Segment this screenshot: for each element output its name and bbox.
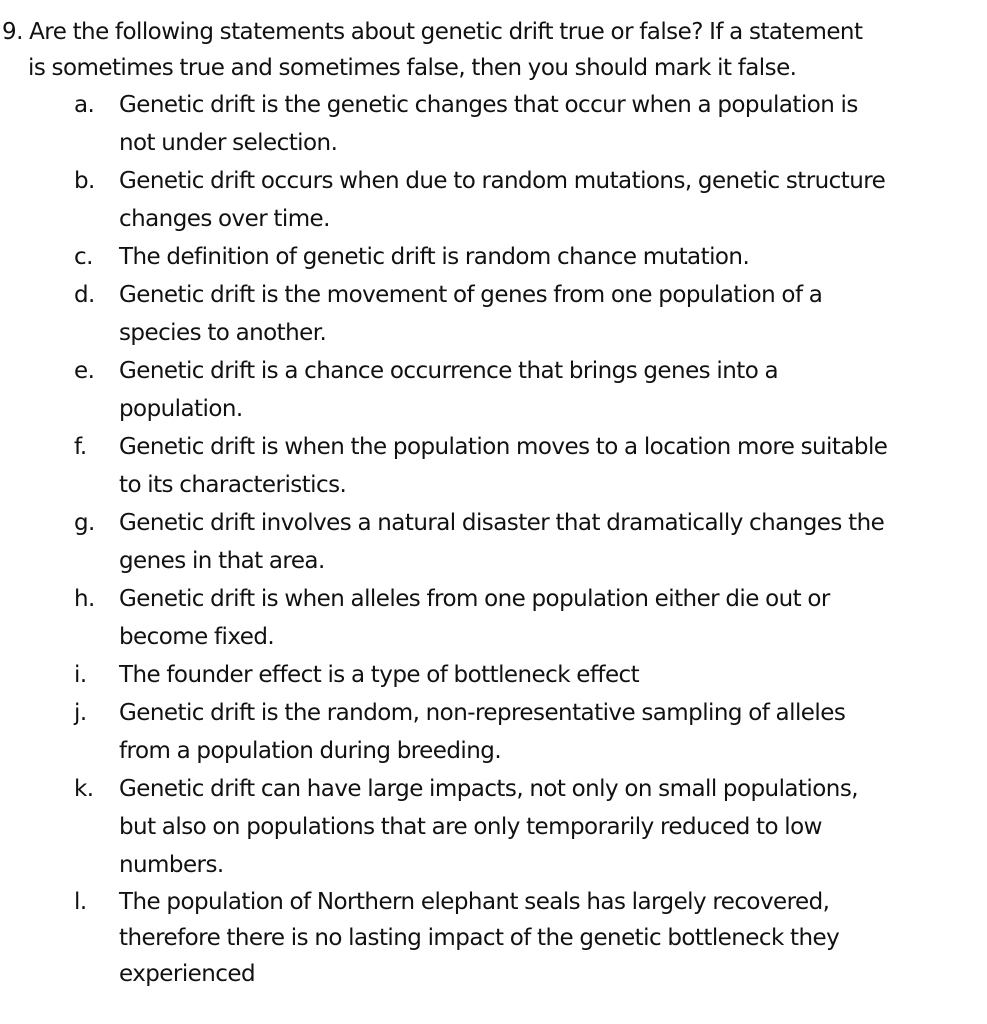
statement-text-line: The population of Northern elephant seals has largely recovered, [119, 889, 830, 915]
statement-marker: i. [74, 662, 87, 688]
statement-marker: g. [74, 510, 95, 536]
statement-text-line: The founder effect is a type of bottleneck effect [119, 662, 640, 688]
statement-l [0, 884, 987, 992]
statement-c [0, 238, 987, 276]
statement-marker: j. [74, 700, 87, 726]
question-text-line-1: Are the following statements about genetic drift true or false? If a statement [29, 19, 863, 45]
statement-marker: a. [74, 92, 95, 118]
statement-text-line: but also on populations that are only temporarily reduced to low [119, 814, 822, 840]
statement-text-line: become fixed. [119, 624, 275, 650]
statement-marker: h. [74, 586, 95, 612]
statement-text-line: genes in that area. [119, 548, 325, 574]
statement-d [0, 276, 987, 352]
statement-marker: f. [74, 434, 87, 460]
question-prompt [2, 14, 977, 86]
statement-text-line: Genetic drift occurs when due to random mutations, genetic structure [119, 168, 886, 194]
statement-marker: c. [74, 244, 93, 270]
statement-text-line: changes over time. [119, 206, 330, 232]
statement-text-line: therefore there is no lasting impact of the genetic bottleneck they [119, 925, 840, 951]
statement-marker: l. [74, 889, 87, 915]
statement-text-line: species to another. [119, 320, 327, 346]
statement-e [0, 352, 987, 428]
statement-text-line: not under selection. [119, 130, 338, 156]
statement-text-line: Genetic drift is when alleles from one population either die out or [119, 586, 830, 612]
statement-text-line: Genetic drift involves a natural disaster that dramatically changes the [119, 510, 885, 536]
statement-text-line: experienced [119, 961, 256, 987]
statement-b [0, 162, 987, 238]
question-number: 9. [2, 19, 23, 45]
statement-list [0, 86, 987, 992]
statement-g [0, 504, 987, 580]
statement-text-line: Genetic drift can have large impacts, not only on small populations, [119, 776, 859, 802]
statement-k [0, 770, 987, 884]
statement-marker: e. [74, 358, 95, 384]
statement-marker: d. [74, 282, 95, 308]
statement-text-line: to its characteristics. [119, 472, 347, 498]
statement-text-line: Genetic drift is the genetic changes that occur when a population is [119, 92, 858, 118]
statement-text-line: population. [119, 396, 243, 422]
statement-h [0, 580, 987, 656]
question-line-2: is sometimes true and sometimes false, then you should mark it false. [28, 55, 797, 81]
statement-a [0, 86, 987, 162]
statement-i [0, 656, 987, 694]
statement-text-line: The definition of genetic drift is random chance mutation. [119, 244, 750, 270]
statement-j [0, 694, 987, 770]
statement-text-line: Genetic drift is the movement of genes from one population of a [119, 282, 823, 308]
statement-marker: k. [74, 776, 94, 802]
statement-f [0, 428, 987, 504]
question-line-1 [2, 14, 977, 50]
statement-text-line: Genetic drift is a chance occurrence that brings genes into a [119, 358, 779, 384]
statement-text-line: Genetic drift is the random, non-representative sampling of alleles [119, 700, 846, 726]
statement-text-line: from a population during breeding. [119, 738, 502, 764]
statement-marker: b. [74, 168, 95, 194]
statement-text-line: numbers. [119, 852, 224, 878]
statement-text-line: Genetic drift is when the population moves to a location more suitable [119, 434, 888, 460]
